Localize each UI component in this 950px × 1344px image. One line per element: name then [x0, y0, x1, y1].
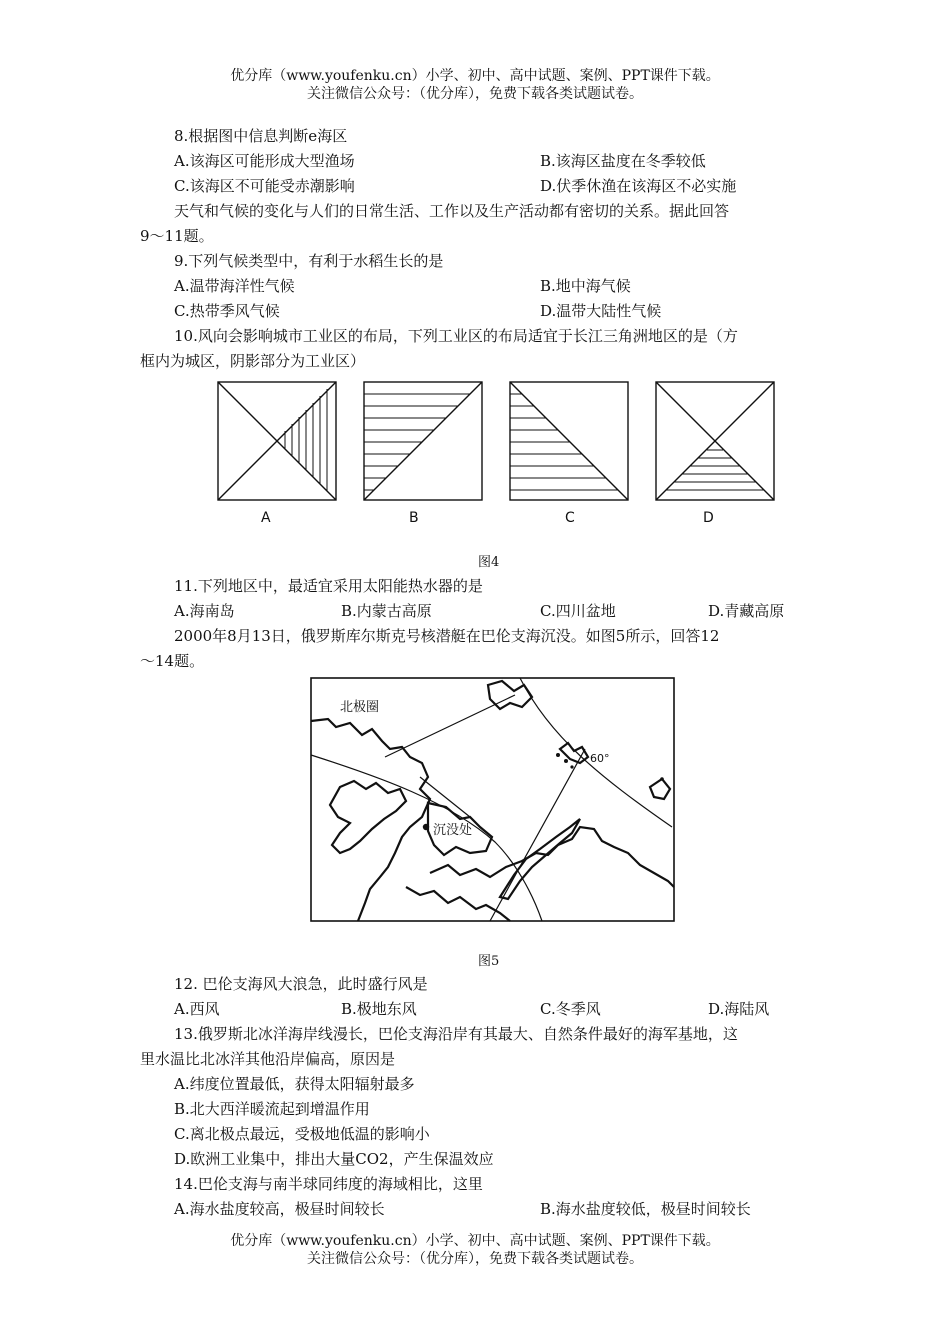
q8-stem: 8.根据图中信息判断e海区	[174, 127, 348, 145]
q12-option-a: A.西风	[174, 1000, 220, 1018]
figure-4-caption: 图4	[478, 555, 500, 570]
sink-location-marker	[423, 824, 429, 830]
intro-9-11-line-1: 天气和气候的变化与人们的日常生活、工作以及生产活动都有密切的关系。据此回答	[174, 202, 730, 220]
q9-stem: 9.下列气候类型中，有利于水稻生长的是	[174, 252, 444, 270]
q14-option-a: A.海水盐度较高，极昼时间较长	[174, 1200, 385, 1218]
q9-option-c: C.热带季风气候	[174, 302, 280, 320]
q9-option-b: B.地中海气候	[540, 277, 631, 295]
q12-stem: 12. 巴伦支海风大浪急，此时盛行风是	[174, 975, 428, 993]
figure-4-box-d	[656, 382, 774, 500]
header-line-2: 关注微信公众号：（优分库），免费下载各类试题试卷。	[307, 86, 643, 102]
footer-line-1: 优分库（www.youfenku.cn）小学、初中、高中试题、案例、PPT课件下载。	[230, 1233, 720, 1249]
q11-option-c: C.四川盆地	[540, 602, 616, 620]
degree-60-label: 60°	[590, 752, 610, 765]
q8-option-a: A.该海区可能形成大型渔场	[174, 152, 355, 170]
q11-option-d: D.青藏高原	[708, 602, 785, 620]
intro-12-14-line-1: 2000年8月13日，俄罗斯库尔斯克号核潜艇在巴伦支海沉没。如图5所示，回答12	[174, 627, 720, 645]
figure-4-label-a: A	[261, 510, 271, 526]
q12-option-c: C.冬季风	[540, 1000, 601, 1018]
figure-4-label-b: B	[409, 510, 419, 526]
q13-option-c: C.离北极点最远，受极地低温的影响小	[174, 1125, 430, 1143]
figure-4-label-c: C	[565, 510, 575, 526]
q10-line-1: 10.风向会影响城市工业区的布局，下列工业区的布局适宜于长江三角洲地区的是（方	[174, 327, 738, 345]
q12-option-d: D.海陆风	[708, 1000, 770, 1018]
q13-line-1: 13.俄罗斯北冰洋海岸线漫长，巴伦支海沿岸有其最大、自然条件最好的海军基地，这	[174, 1025, 738, 1043]
q13-option-a: A.纬度位置最低，获得太阳辐射最多	[174, 1075, 415, 1093]
footer-line-2: 关注微信公众号：（优分库），免费下载各类试题试卷。	[307, 1251, 643, 1267]
q13-line-2: 里水温比北冰洋其他沿岸偏高，原因是	[140, 1050, 396, 1068]
figure-4-box-a	[218, 382, 336, 500]
intro-9-11-line-2: 9～11题。	[140, 227, 214, 245]
q8-option-c: C.该海区不可能受赤潮影响	[174, 177, 355, 195]
figure-4	[210, 378, 790, 510]
arctic-circle-label: 北极圈	[340, 700, 380, 715]
q8-option-b: B.该海区盐度在冬季较低	[540, 152, 706, 170]
q8-option-d: D.伏季休渔在该海区不必实施	[540, 177, 737, 195]
q10-line-2: 框内为城区，阴影部分为工业区）	[140, 352, 366, 370]
q14-option-b: B.海水盐度较低，极昼时间较长	[540, 1200, 751, 1218]
q11-stem: 11.下列地区中，最适宜采用太阳能热水器的是	[174, 577, 483, 595]
q14-stem: 14.巴伦支海与南半球同纬度的海域相比，这里	[174, 1175, 483, 1193]
q12-option-b: B.极地东风	[341, 1000, 417, 1018]
intro-12-14-line-2: ～14题。	[140, 652, 205, 670]
q13-option-b: B.北大西洋暖流起到增温作用	[174, 1100, 370, 1118]
q9-option-d: D.温带大陆性气候	[540, 302, 662, 320]
figure-4-box-b	[364, 382, 482, 500]
figure-4-box-c	[510, 382, 628, 500]
figure-5-caption: 图5	[478, 954, 500, 969]
q9-option-a: A.温带海洋性气候	[174, 277, 295, 295]
header-line-1: 优分库（www.youfenku.cn）小学、初中、高中试题、案例、PPT课件下载。	[230, 68, 720, 84]
q11-option-a: A.海南岛	[174, 602, 235, 620]
q13-option-d: D.欧洲工业集中，排出大量CO2，产生保温效应	[174, 1150, 494, 1168]
q11-option-b: B.内蒙古高原	[341, 602, 432, 620]
figure-4-label-d: D	[703, 510, 714, 526]
sink-location-label: 沉没处	[433, 823, 473, 838]
